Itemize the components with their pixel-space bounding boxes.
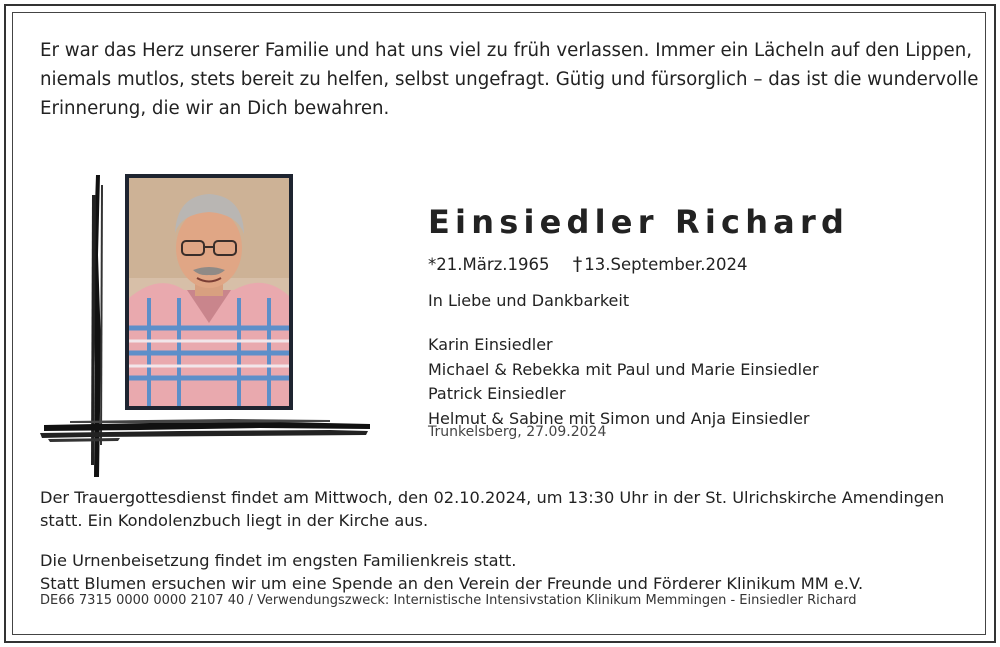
list-item: Michael & Rebekka mit Paul und Marie Einsiedler <box>428 359 819 379</box>
list-item: Karin Einsiedler <box>428 335 553 354</box>
life-dates <box>428 253 747 275</box>
bank-details: DE66 7315 0000 0000 2107 40 / Verwendungszweck: Internistische Intensivstation Klinikum Memmingen - Einsiedler Richard <box>40 593 857 608</box>
place-date: Trunkelsberg, 27.09.2024 <box>428 424 607 440</box>
intro-line-1: Er war das Herz unserer Familie und hat uns viel zu früh verlassen. Immer ein Lächeln auf den Lippen, <box>40 40 973 61</box>
burial-line-2: Statt Blumen ersuchen wir um eine Spende an den Verein der Freunde und Förderer Klinikum MM e.V. <box>40 573 864 593</box>
list-item: Helmut & Sabine mit Simon und Anja Einsiedler <box>428 408 810 428</box>
intro-line-3: Erinnerung, die wir an Dich bewahren. <box>40 98 390 119</box>
service-line-1: Der Trauergottesdienst findet am Mittwoch, den 02.10.2024, um 13:30 Uhr in der St. Ulrichskirche Amendingen <box>40 488 945 507</box>
service-info <box>40 487 980 532</box>
service-line-2: statt. Ein Kondolenzbuch liegt in der Kirche aus. <box>40 510 429 530</box>
intro-line-2: niemals mutlos, stets bereit zu helfen, selbst ungefragt. Gütig und fürsorglich – das ist die wundervolle <box>40 69 979 90</box>
dedication-text: In Liebe und Dankbarkeit <box>428 291 630 310</box>
death-date-group <box>573 255 748 274</box>
burial-line-1: Die Urnenbeisetzung findet im engsten Familienkreis statt. <box>40 551 517 570</box>
birth-date: *21.März.1965 <box>428 255 550 274</box>
deceased-name: Einsiedler Richard <box>428 203 850 241</box>
death-date: 13.September.2024 <box>584 255 748 274</box>
intro-text <box>40 36 980 123</box>
portrait-photo <box>125 174 293 410</box>
cross-icon: † <box>572 253 583 275</box>
mourners-list <box>428 333 819 431</box>
list-item: Patrick Einsiedler <box>428 384 566 403</box>
burial-info <box>40 550 980 595</box>
